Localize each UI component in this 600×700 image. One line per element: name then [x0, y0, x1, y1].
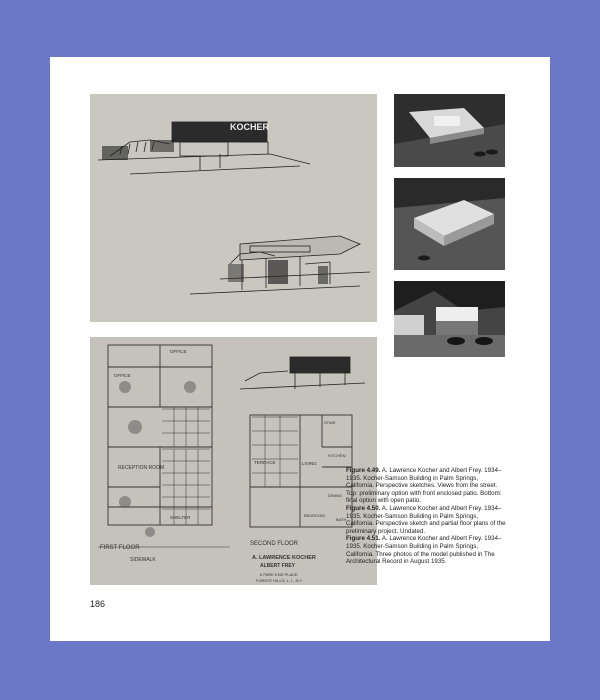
address-line-1: 6 PARK END PLACE: [260, 572, 298, 577]
caption-4-51-text: A. Lawrence Kocher and Albert Frey. 1934–1935. Kocher-Samson Building in Palm Springs, California. Three photos of the model published in The Architectural Record in August 1935.: [346, 535, 502, 566]
architect-name-2: ALBERT FREY: [260, 563, 295, 569]
perspective-sketches-image: [90, 94, 377, 322]
label-bath: BATH: [336, 517, 347, 522]
label-second-floor: SECOND FLOOR: [250, 541, 299, 547]
model-photo-1: [394, 94, 505, 167]
caption-4-49-label: Figure 4.49.: [346, 467, 381, 474]
address-line-2: FOREST HILLS, L. I., N.Y.: [256, 578, 303, 583]
book-page: [50, 57, 550, 641]
caption-4-51-label: Figure 4.51.: [346, 535, 381, 543]
caption-4-51: [346, 535, 506, 565]
caption-4-49-text: A. Lawrence Kocher and Albert Frey. 1934–1935. Kocher-Samson Building in Palm Springs, California. Perspective sketches. Views from the street. Top: preliminary option with front enclosed patio. Bottom: final option with open patio.: [346, 467, 502, 505]
label-reception: RECEPTION ROOM: [118, 465, 165, 471]
label-dining: DINING: [328, 493, 342, 498]
caption-4-50: [346, 505, 506, 535]
label-bedroom: BEDROOM: [304, 513, 325, 518]
model-photo-3: [394, 281, 505, 357]
label-living: LIVING: [302, 461, 317, 466]
label-stair: STAIR: [324, 420, 336, 425]
figure-captions: [346, 467, 506, 566]
label-kitchen: KITCHEN: [328, 453, 346, 458]
svg-text:KOCHER: KOCHER: [230, 122, 270, 132]
floor-plans-image: [90, 337, 377, 585]
caption-4-50-text: A. Lawrence Kocher and Albert Frey. 1934–1935. Kocher-Samson Building in Palm Springs, California. Perspective sketch and partial floor plans of the preliminary project. Undated.: [346, 504, 506, 535]
label-first-floor: FIRST FLOOR: [100, 545, 140, 551]
label-office-left: OFFICE: [114, 373, 131, 378]
model-photo-2: [394, 178, 505, 270]
label-shelter: SHELTER: [170, 515, 191, 520]
label-office-top: OFFICE: [170, 349, 187, 354]
label-sidewalk: SIDEWALK: [130, 557, 156, 563]
label-terrace: TERRACE: [254, 460, 276, 465]
architect-name-1: A. LAWRENCE KOCHER: [252, 555, 316, 561]
caption-4-49: [346, 467, 506, 505]
page-number: 186: [90, 599, 106, 609]
caption-4-50-label: Figure 4.50.: [346, 504, 381, 512]
